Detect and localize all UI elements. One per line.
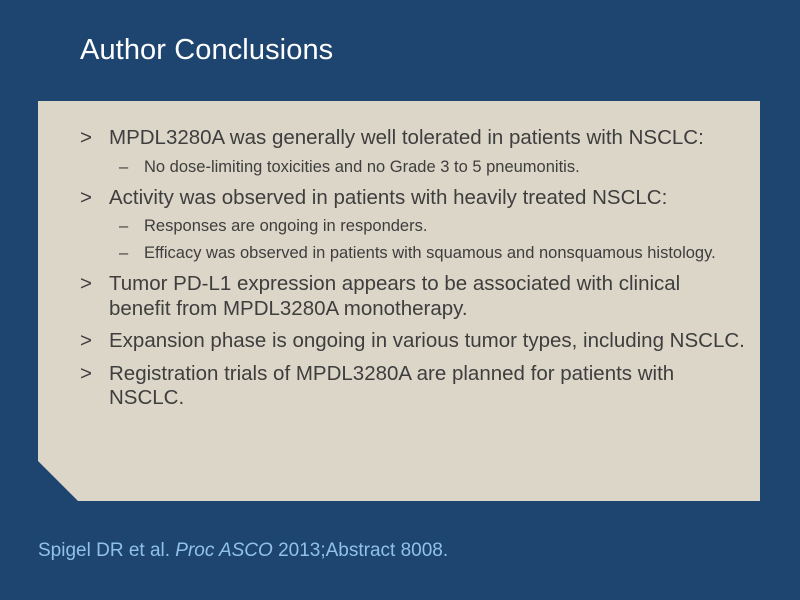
slide-title: Author Conclusions: [80, 34, 334, 66]
citation-journal: Proc ASCO: [175, 540, 273, 561]
bullet-list: [80, 126, 745, 411]
sub-bullet-text: Responses are ongoing in responders.: [144, 217, 428, 235]
bullet-item: [80, 362, 745, 411]
sub-bullet-marker: –: [119, 217, 129, 235]
bullet-marker: >: [80, 329, 92, 352]
bullet-text: Expansion phase is ongoing in various tumor types, including NSCLC.: [109, 329, 745, 352]
bullet-marker: >: [80, 272, 92, 295]
sub-bullet-item: [80, 216, 745, 237]
sub-bullet-item: [80, 243, 745, 264]
bullet-text: Registration trials of MPDL3280A are planned for patients with NSCLC.: [109, 361, 675, 409]
sub-bullet-marker: –: [119, 244, 129, 262]
sub-bullet-item: [80, 157, 745, 178]
citation-authors: Spigel DR et al.: [38, 540, 171, 561]
sub-bullet-text: No dose-limiting toxicities and no Grade 3 to 5 pneumonitis.: [144, 157, 580, 176]
bullet-item: [80, 126, 745, 151]
bullet-marker: >: [80, 361, 92, 385]
citation-details: 2013;Abstract 8008.: [278, 540, 449, 561]
bullet-item: [80, 272, 745, 321]
bullet-item: [80, 329, 745, 354]
citation: [38, 540, 448, 562]
bullet-marker: >: [80, 126, 92, 149]
bullet-text: MPDL3280A was generally well tolerated in patients with NSCLC:: [109, 126, 704, 149]
bullet-text: Activity was observed in patients with heavily treated NSCLC:: [109, 185, 668, 209]
bullet-marker: >: [80, 185, 92, 209]
sub-bullet-marker: –: [119, 157, 129, 176]
sub-bullet-text: Efficacy was observed in patients with squamous and nonsquamous histology.: [144, 244, 716, 262]
bullet-item: [80, 186, 745, 211]
bullet-text: Tumor PD-L1 expression appears to be associated with clinical benefit from MPDL3280A monotherapy.: [109, 272, 681, 320]
